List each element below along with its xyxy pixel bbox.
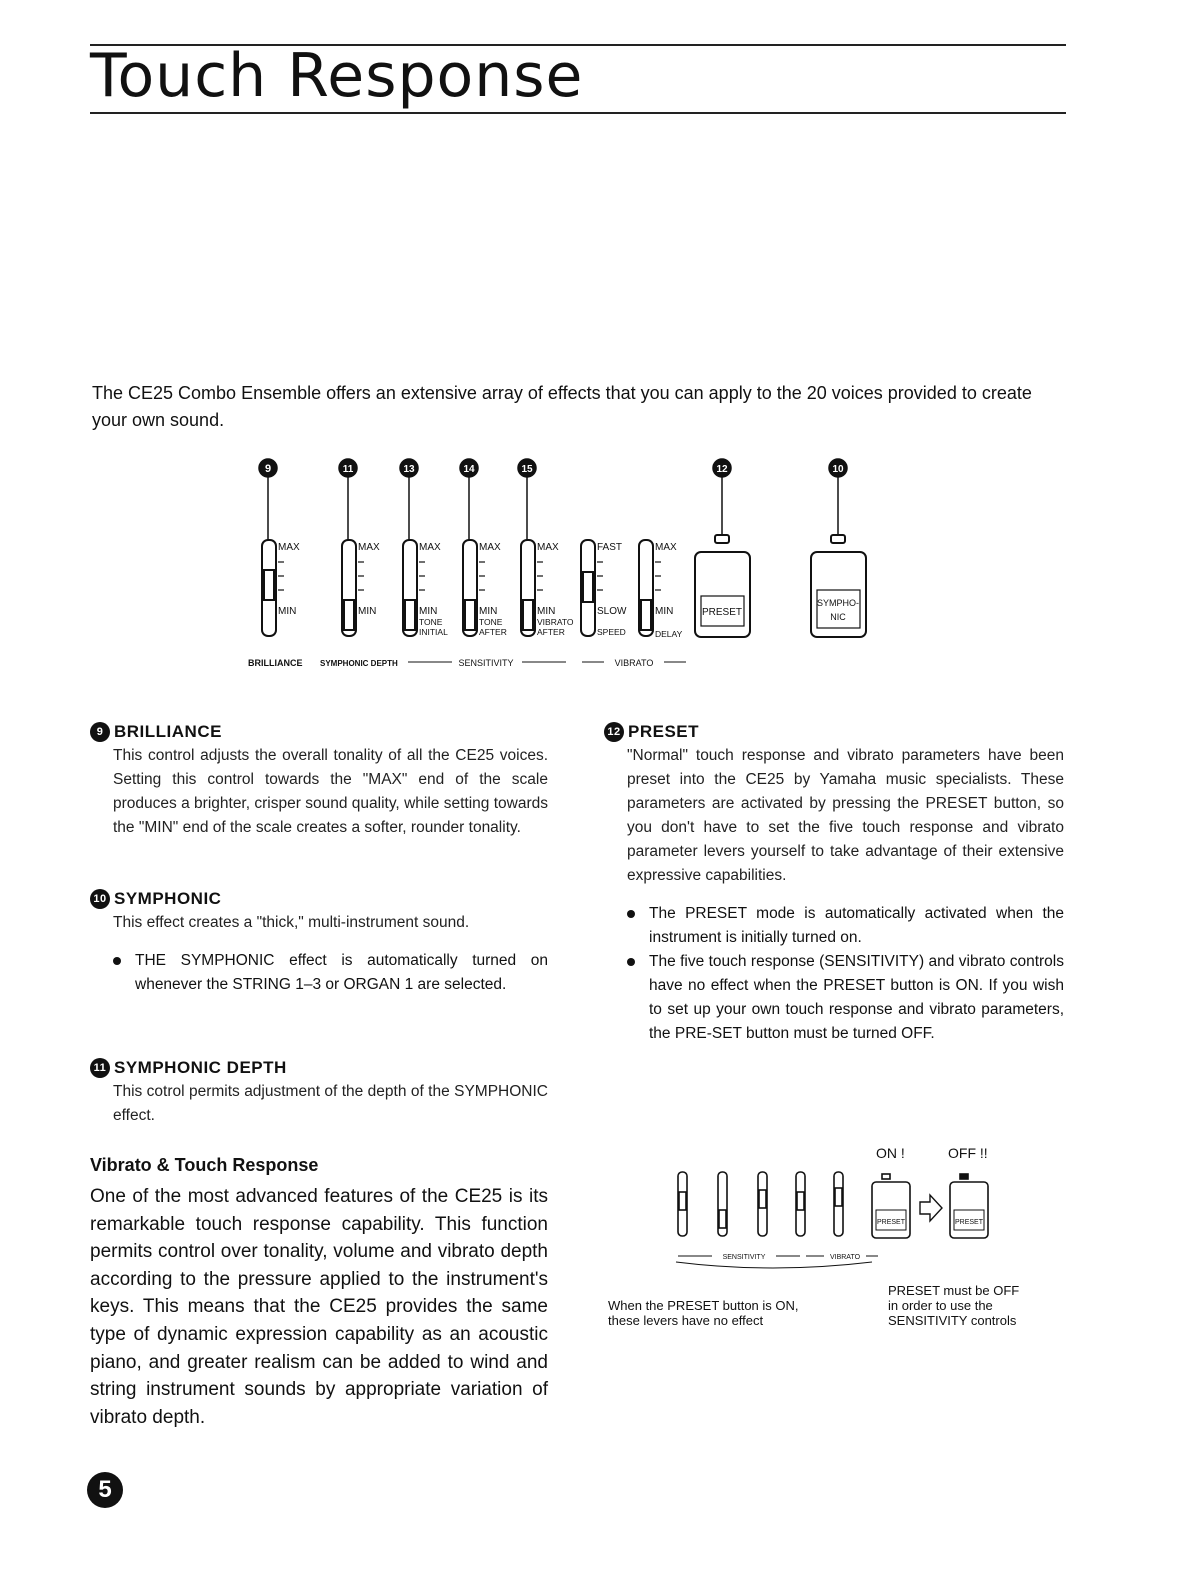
control-panel-diagram bbox=[240, 452, 880, 682]
section-heading bbox=[90, 889, 548, 909]
speed-slow-label: SLOW bbox=[597, 606, 627, 617]
slider-ticks bbox=[278, 562, 661, 590]
caption-right-1: PRESET must be OFF bbox=[888, 1283, 1020, 1298]
callout-number: 9 bbox=[264, 463, 272, 475]
group-label-vibrato: VIBRATO bbox=[614, 658, 654, 668]
tone-initial-label-1: TONE bbox=[419, 617, 443, 627]
callout-15 bbox=[518, 459, 536, 540]
caption-right-2: in order to use the bbox=[888, 1298, 993, 1313]
symphonic-depth-knob bbox=[344, 600, 354, 630]
preset-body: "Normal" touch response and vibrato parameters have been preset into the CE25 by Yamaha music specialists. These parameters are activated by pressing the PRESET button, so you don't have to set the five touch response and vibrato parameter levers yourself to take advantage of their extensive expressive capabilities. bbox=[627, 747, 1064, 884]
tone-initial-label-2: INITIAL bbox=[419, 627, 448, 637]
delay-min-label: MIN bbox=[655, 606, 674, 617]
section-number-badge: 9 bbox=[90, 722, 110, 742]
delay-knob bbox=[641, 600, 651, 630]
mini-preset-on bbox=[872, 1174, 910, 1238]
preset-button-label: PRESET bbox=[701, 607, 743, 618]
callout-12 bbox=[713, 459, 731, 534]
section-preset bbox=[604, 722, 1064, 1046]
section-number-badge: 11 bbox=[90, 1058, 110, 1078]
caption-left-1: When the PRESET button is ON, bbox=[608, 1298, 799, 1313]
callout-number: 14 bbox=[463, 464, 475, 475]
callout-markers bbox=[259, 459, 847, 540]
symphonic-body: This effect creates a "thick," multi-instrument sound. bbox=[113, 914, 470, 931]
mini-sliders bbox=[678, 1172, 843, 1236]
tone-after-min-label: MIN bbox=[479, 606, 498, 617]
title-underline bbox=[90, 112, 1066, 114]
speed-label: SPEED bbox=[597, 627, 626, 637]
callout-number: 12 bbox=[716, 464, 728, 475]
vibrato-touch-heading: Vibrato & Touch Response bbox=[90, 1155, 319, 1175]
bullet-item: The five touch response (SENSITIVITY) and vibrato controls have no effect when the PRESET button is ON. If you wish to set up your own touch response and vibrato parameters, the PRE-SET button must be turned OFF. bbox=[649, 950, 1064, 1046]
on-label: ON ! bbox=[876, 1145, 905, 1161]
off-label: OFF !! bbox=[948, 1145, 988, 1161]
speed-knob bbox=[583, 572, 593, 602]
vibrato-after-knob bbox=[523, 600, 533, 630]
brilliance-knob bbox=[264, 570, 274, 600]
section-heading bbox=[90, 722, 548, 742]
section-symphonic bbox=[90, 889, 548, 997]
speed-fast-label: FAST bbox=[597, 542, 623, 553]
vibrato-after-label-2: AFTER bbox=[537, 627, 565, 637]
vibrato-after-label-1: VIBRATO bbox=[537, 617, 574, 627]
brilliance-min-label: MIN bbox=[278, 606, 297, 617]
callout-10 bbox=[829, 459, 847, 534]
section-symphonic-depth bbox=[90, 1058, 548, 1128]
group-label-brilliance: BRILLIANCE bbox=[248, 658, 303, 668]
vibrato-after-max-label: MAX bbox=[537, 542, 559, 553]
tone-initial-knob bbox=[405, 600, 415, 630]
brilliance-max-label: MAX bbox=[278, 542, 300, 553]
section-number-badge: 12 bbox=[604, 722, 624, 742]
mini-vibrato-label: VIBRATO bbox=[829, 1254, 861, 1261]
symphonic-button-graphic bbox=[811, 535, 866, 637]
brilliance-body: This control adjusts the overall tonality of all the CE25 voices. Setting this control towards the "MAX" end of the scale produces a brighter, crisper sound quality, while setting towards the "MIN" end of the scale creates a softer, rounder tonality. bbox=[113, 747, 548, 836]
bullet-item: The PRESET mode is automatically activated when the instrument is initially turned on. bbox=[649, 902, 1064, 950]
mini-preset-off-label: PRESET bbox=[954, 1219, 984, 1226]
symphonic-bullets bbox=[90, 949, 548, 997]
depth-min-label: MIN bbox=[358, 606, 377, 617]
section-heading bbox=[90, 1058, 548, 1078]
tone-after-label-1: TONE bbox=[479, 617, 503, 627]
bullet-item: THE SYMPHONIC effect is automatically turned on whenever the STRING 1–3 or ORGAN 1 are selected. bbox=[135, 949, 548, 997]
tone-initial-max-label: MAX bbox=[419, 542, 441, 553]
depth-max-label: MAX bbox=[358, 542, 380, 553]
delay-label: DELAY bbox=[655, 629, 683, 639]
page-number-badge: 5 bbox=[87, 1472, 123, 1508]
arrow-icon bbox=[920, 1195, 942, 1221]
caption-left-2: these levers have no effect bbox=[608, 1313, 764, 1328]
section-number-badge: 10 bbox=[90, 889, 110, 909]
callout-number: 10 bbox=[832, 464, 844, 475]
group-label-symphonic-depth: SYMPHONIC DEPTH bbox=[320, 659, 398, 668]
tone-initial-min-label: MIN bbox=[419, 606, 438, 617]
callout-11 bbox=[339, 459, 357, 540]
callout-9 bbox=[259, 459, 277, 540]
symphonic-heading: SYMPHONIC bbox=[114, 889, 222, 908]
preset-button-graphic bbox=[695, 535, 750, 637]
symphonic-button-label-2: NIC bbox=[830, 612, 846, 622]
intro-paragraph: The CE25 Combo Ensemble offers an extensive array of effects that you can apply to the 20 voices provided to create your own sound. bbox=[92, 383, 1032, 430]
preset-bullets bbox=[604, 902, 1064, 1046]
symphonic-button-label-1: SYMPHO- bbox=[816, 598, 860, 608]
vibrato-after-min-label: MIN bbox=[537, 606, 556, 617]
tone-after-label-2: AFTER bbox=[479, 627, 507, 637]
caption-right-3: SENSITIVITY controls bbox=[888, 1313, 1017, 1328]
symphonic-depth-heading: SYMPHONIC DEPTH bbox=[114, 1058, 287, 1077]
mini-preset-off bbox=[950, 1174, 988, 1238]
preset-on-off-diagram bbox=[672, 1140, 1012, 1280]
callout-number: 13 bbox=[403, 464, 415, 475]
page-title: Touch Response bbox=[90, 41, 584, 111]
callout-number: 11 bbox=[342, 464, 354, 475]
brilliance-heading: BRILLIANCE bbox=[114, 722, 222, 741]
mini-sensitivity-label: SENSITIVITY bbox=[722, 1254, 766, 1261]
tone-after-max-label: MAX bbox=[479, 542, 501, 553]
callout-number: 15 bbox=[521, 464, 533, 475]
vibrato-touch-body: One of the most advanced features of the CE25 is its remarkable touch response capability. This function permits control over tonality, volume and vibrato depth according to the pressure applied to the instrument's keys. This means that the CE25 provides the same type of dynamic expression capability as an acoustic piano, and greater realism can be added to wind and string instrument sounds by appropriate variation of vibrato depth. bbox=[90, 1186, 548, 1428]
preset-heading: PRESET bbox=[628, 722, 700, 741]
callout-13 bbox=[400, 459, 418, 540]
delay-max-label: MAX bbox=[655, 542, 677, 553]
group-label-sensitivity: SENSITIVITY bbox=[458, 658, 514, 668]
section-brilliance bbox=[90, 722, 548, 840]
tone-after-knob bbox=[465, 600, 475, 630]
symphonic-depth-body: This cotrol permits adjustment of the depth of the SYMPHONIC effect. bbox=[113, 1083, 548, 1124]
section-heading bbox=[604, 722, 1064, 742]
mini-preset-on-label: PRESET bbox=[876, 1219, 906, 1226]
callout-14 bbox=[460, 459, 478, 540]
